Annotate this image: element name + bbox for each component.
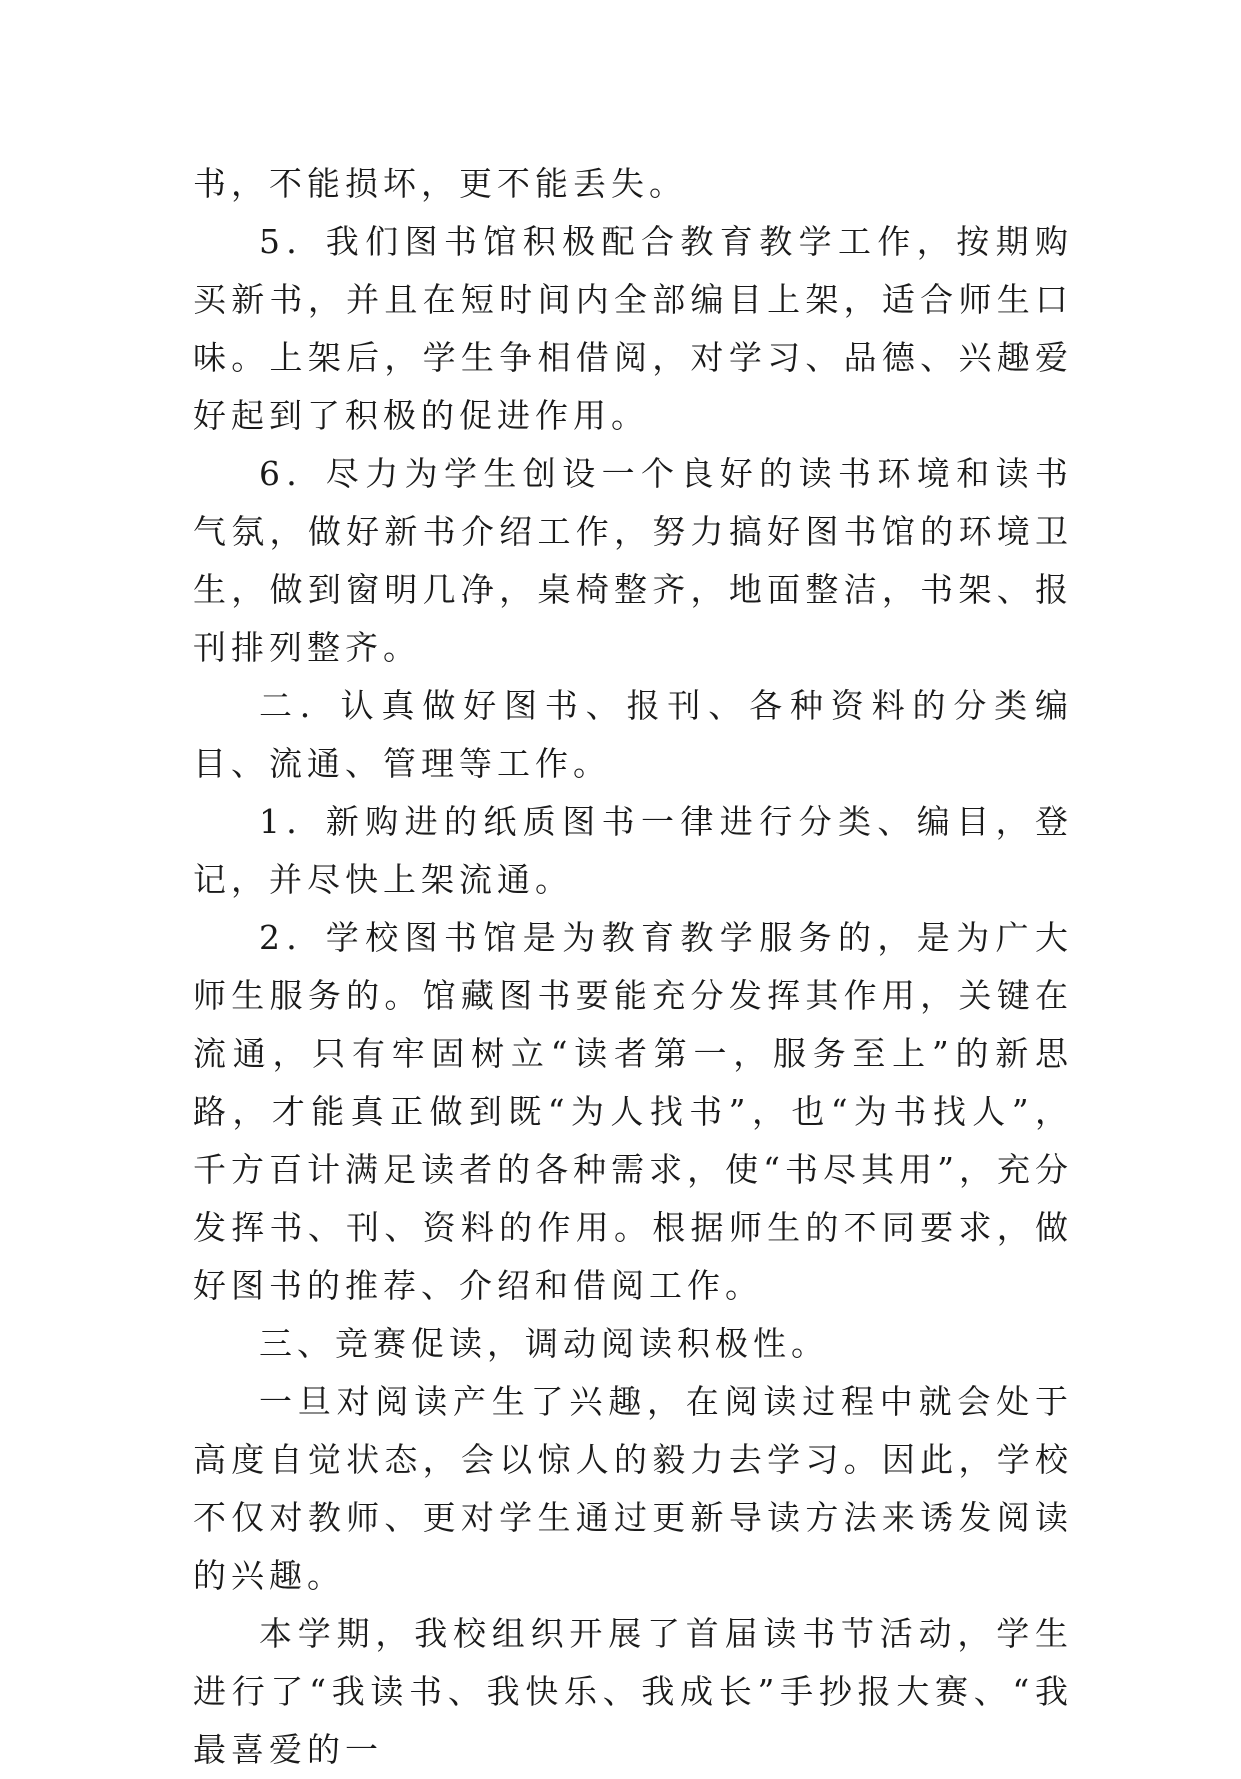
section-heading-3: 三、竞赛促读，调动阅读积极性。 (259, 1324, 829, 1363)
paragraph-interest: 一旦对阅读产生了兴趣，在阅读过程中就会处于高度自觉状态，会以惊人的毅力去学习。因此，学校不仅对教师、更对学生通过更新导读方法来诱发阅读的兴趣。 (193, 1382, 1073, 1595)
paragraph-item-6: 6．尽力为学生创设一个良好的读书环境和读书气氛，做好新书介绍工作，努力搞好图书馆的环境卫生，做到窗明几净，桌椅整齐，地面整洁，书架、报刊排列整齐。 (193, 454, 1073, 667)
paragraph-item-5: 5．我们图书馆积极配合教育教学工作，按期购买新书，并且在短时间内全部编目上架，适合师生口味。上架后，学生争相借阅，对学习、品德、兴趣爱好起到了积极的促进作用。 (193, 222, 1073, 435)
section-heading-2: 二．认真做好图书、报刊、各种资料的分类编目、流通、管理等工作。 (193, 686, 1073, 783)
paragraph-continuation: 书，不能损坏，更不能丢失。 (193, 164, 687, 203)
paragraph-item-1: 1．新购进的纸质图书一律进行分类、编目，登记，并尽快上架流通。 (193, 802, 1073, 899)
paragraph-reading-festival: 本学期，我校组织开展了首届读书节活动，学生进行了“我读书、我快乐、我成长”手抄报大赛、“我最喜爱的一 (193, 1614, 1073, 1769)
paragraph-item-2: 2．学校图书馆是为教育教学服务的，是为广大师生服务的。馆藏图书要能充分发挥其作用，关键在流通，只有牢固树立“读者第一，服务至上”的新思路，才能真正做到既“为人找书”，也“为书找人”，千方百计满足读者的各种需求，使“书尽其用”，充分发挥书、刊、资料的作用。根据师生的不同要求，做好图书的推荐、介绍和借阅工作。 (193, 918, 1073, 1305)
body-text (193, 155, 1073, 1779)
